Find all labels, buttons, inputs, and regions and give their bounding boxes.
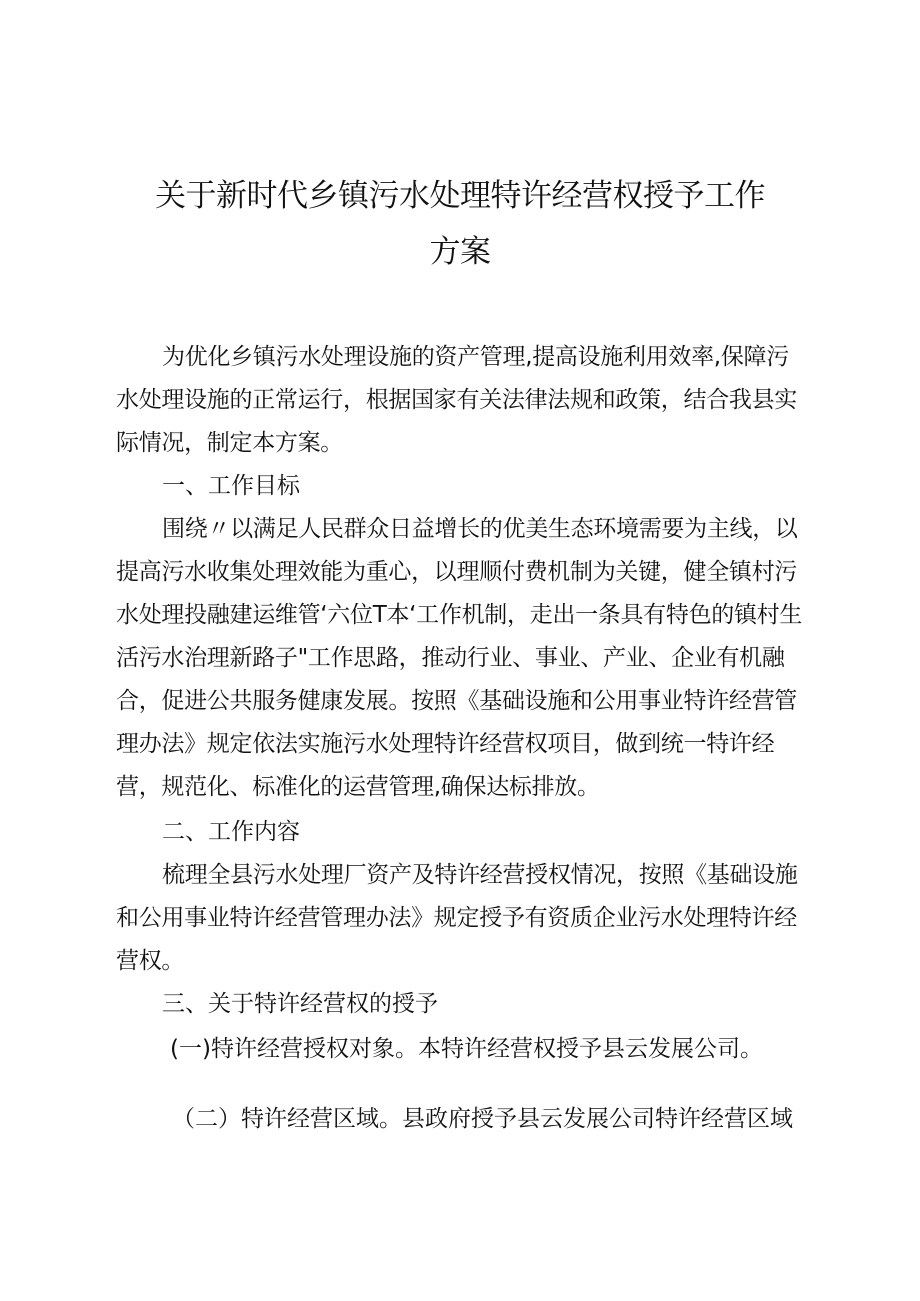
section-1-heading: 一、工作目标 (162, 473, 300, 499)
intro-paragraph: 为优化乡镇污水处理设施的资产管理,提高设施利用效率,保障污水处理设施的正常运行，根据国家有关法律法规和政策，结合我县实际情况，制定本方案。 (116, 344, 798, 456)
section-2-heading: 二、工作内容 (162, 819, 300, 845)
section-3-heading: 三、关于特许经营权的授予 (162, 991, 438, 1017)
section-1-paragraph: 围绕〃以满足人民群众日益增长的优美生态环境需要为主线，以提高污水收集处理效能为重心，以理顺付费机制为关键，健全镇村污水处理投融建运维管‘六位T本‘工作机制，走出一条具有特色的镇村生活污水治理新路子"工作思路，推动行业、事业、产业、企业有机融合，促进公共服务健康发展。按照《基础设施和公用事业特许经营管理办法》规定依法实施污水处理特许经营权项目，做到统一特许经营，规范化、标准化的运营管理,确保达标排放。 (116, 516, 803, 800)
section-3-item-1: (一)特许经营授权对象。本特许经营权授予县云发展公司。 (170, 1036, 763, 1062)
section-2-paragraph: 梳理全县污水处理厂资产及特许经营授权情况，按照《基础设施和公用事业特许经营管理办法》规定授予有资质企业污水处理特许经营权。 (116, 862, 798, 974)
document-title-line-2: 方案 (429, 234, 491, 270)
section-3-item-2: （二）特许经营区域。县政府授予县云发展公司特许经营区域 (172, 1106, 793, 1132)
document-title-line-1: 关于新时代乡镇污水处理特许经营权授予工作 (155, 178, 765, 214)
